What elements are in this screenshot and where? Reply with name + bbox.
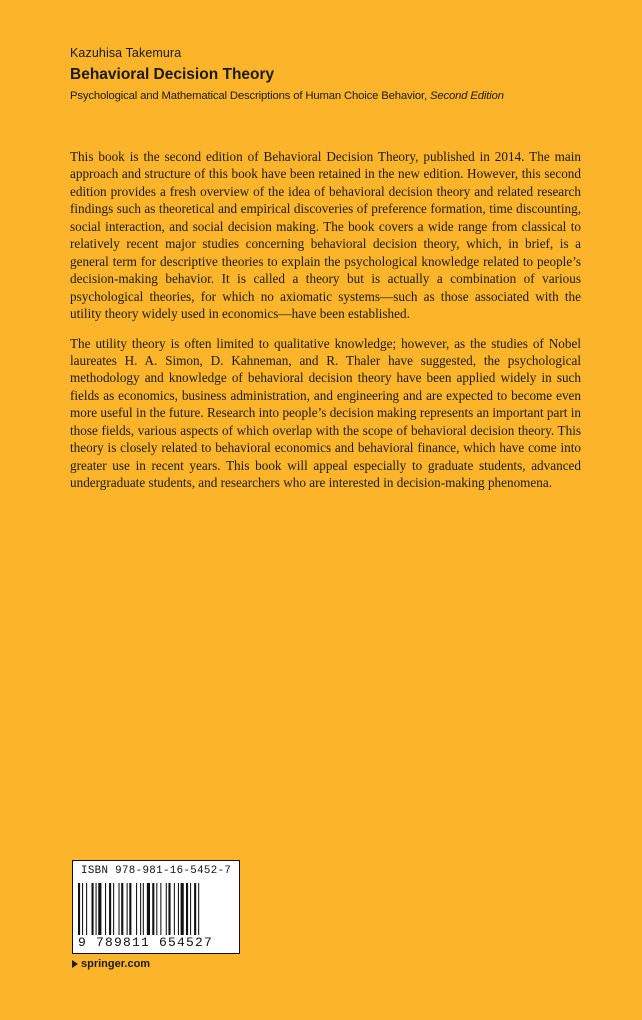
isbn-label: ISBN 978-981-16-5452-7 [81,865,232,877]
blurb [70,148,581,504]
barcode-bar [113,883,114,937]
barcode-bar [98,883,101,937]
book-subtitle [70,90,590,102]
barcode-bar [156,883,157,937]
barcode-box [72,860,240,954]
triangle-bullet-icon [72,960,78,968]
author-name: Kazuhisa Takemura [70,46,182,60]
barcode-bar [181,883,184,937]
barcode-bar [174,883,175,937]
barcode-bar [160,883,161,937]
edition-label: Second Edition [429,90,504,102]
barcode-bar [194,883,196,937]
barcode-bar [140,883,141,937]
barcode-bar [119,883,120,937]
barcode-bar [152,883,154,937]
barcode-bar [178,883,179,937]
book-title: Behavioral Decision Theory [70,66,275,83]
barcode-bar [190,883,191,937]
barcode-bar [168,883,170,937]
blurb-paragraph-1: This book is the second edition of Behavioral Decision Theory, published in 2014. The main approach and structure of this book have been retained in the new edition. However, this second edition provides a fresh overview of the idea of behavioral decision theory and related research findings such as theoretical and empirical discoveries of preference formation, time discounting, social interaction, and social decision making. The book covers a wide range from classical to relatively recent major studies concerning behavioral decision theory, which, in brief, is a general term for descriptive theories to explain the psychological knowledge related to people’s decision-making behavior. It is called a theory but is actually a combination of various psychological theories, for which no axiomatic systems—such as those associated with the utility theory widely used in economics—have been established. [70,149,581,322]
subtitle-text: Psychological and Mathematical Descriptions of Human Choice Behavior, [70,90,427,102]
blurb-paragraph-2: The utility theory is often limited to qualitative knowledge; however, as the studies of Nobel laureates H. A. Simon, D. Kahneman, and R. Thaler have suggested, the psychological methodology and knowledge of behavioral decision theory have been applied widely in such fields as economics, business administration, and engineering and are expected to become even more useful in the future. Research into people’s decision making represents an important part in those fields, various aspects of which overlap with the scope of behavioral decision theory. This theory is closely related to behavioral economics and behavioral finance, which have come into greater use in recent years. This book will appeal especially to graduate students, advanced undergraduate students, and researchers who are interested in decision-making phenomena. [70,335,581,491]
barcode-bar [121,883,123,937]
publisher-link[interactable] [72,958,150,970]
barcode-bar [143,883,144,937]
barcode-bar [136,883,137,937]
barcode-bar [82,883,83,937]
barcode-digits: 9 789811 654527 [78,935,234,951]
barcode-bars [78,883,234,937]
barcode-bar [105,883,106,937]
barcode-bar [86,883,87,937]
barcode-bar [92,883,94,937]
publisher-url: springer.com [81,958,151,970]
barcode-bar [96,883,97,937]
barcode-bar [78,883,80,937]
barcode-bar [166,883,167,937]
barcode-bar [198,883,199,937]
barcode-bar [147,883,150,937]
barcode-bar [109,883,111,937]
barcode-bar [127,883,128,937]
barcode-bar [129,883,131,937]
barcode-bar [186,883,188,937]
header [70,46,590,102]
